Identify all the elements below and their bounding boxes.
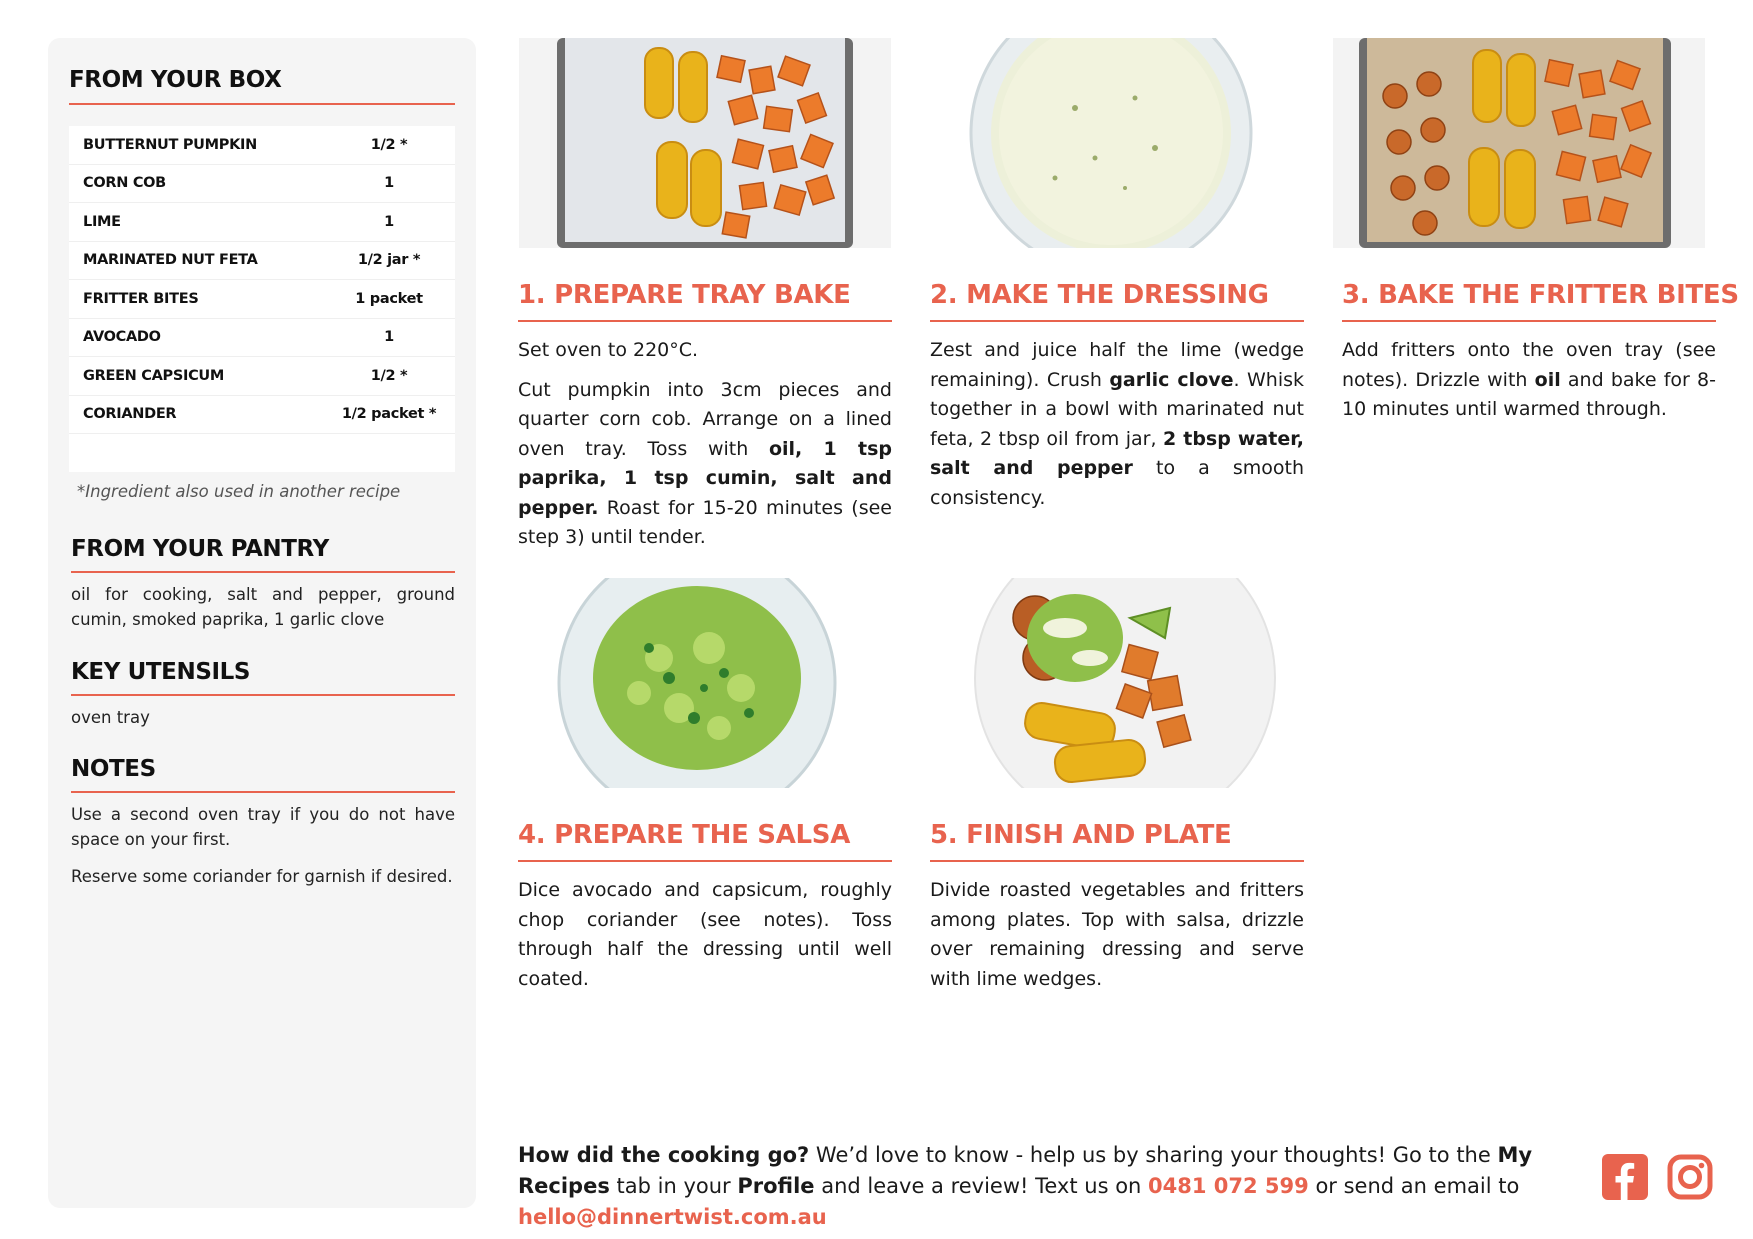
instruction-text: Zest and juice half the lime (wedge remaining). Crush xyxy=(930,339,1304,391)
phone-link[interactable]: 0481 072 599 xyxy=(1148,1174,1309,1198)
instagram-icon xyxy=(1667,1154,1713,1200)
ingredient-footnote: *Ingredient also used in another recipe xyxy=(77,482,401,501)
step-3-photo xyxy=(1333,38,1705,248)
instruction-text: . Whisk together in a bowl with marinated nut feta, 2 tbsp oil from jar, xyxy=(930,368,1305,450)
feedback-message xyxy=(518,1140,1578,1233)
step-5-title: 5. FINISH AND PLATE xyxy=(930,820,1232,850)
bold-ingredient-text: oil xyxy=(1534,368,1561,391)
ingredient-row xyxy=(69,242,455,281)
pantry-title: FROM YOUR PANTRY xyxy=(71,536,329,562)
ingredient-quantity: 1 xyxy=(384,213,394,230)
ingredient-quantity: 1 xyxy=(384,175,394,192)
note-1: Use a second oven tray if you do not have space on your first. xyxy=(71,805,455,849)
step-5-instructions xyxy=(930,876,1304,1004)
ingredient-name: CORIANDER xyxy=(83,406,177,423)
instagram-link[interactable] xyxy=(1667,1154,1713,1200)
ingredient-name: GREEN CAPSICUM xyxy=(83,367,225,384)
ingredient-name: CORN COB xyxy=(83,175,166,192)
footer-text: Profile xyxy=(737,1174,815,1198)
pantry-text: oil for cooking, salt and pepper, ground cumin, smoked paprika, 1 garlic clove xyxy=(71,585,455,629)
ingredient-row xyxy=(69,165,455,204)
instruction-text: and bake for 8-10 minutes until warmed through. xyxy=(1342,368,1716,420)
step-2-title: 2. MAKE THE DRESSING xyxy=(930,280,1269,310)
step-4-title: 4. PREPARE THE SALSA xyxy=(518,820,851,850)
step-divider xyxy=(518,860,892,862)
utensils-title: KEY UTENSILS xyxy=(71,659,251,685)
ingredient-row xyxy=(69,319,455,358)
step-divider xyxy=(930,320,1304,322)
ingredient-quantity: 1/2 jar * xyxy=(357,252,421,269)
instruction-paragraph xyxy=(518,376,892,553)
step-divider xyxy=(930,860,1304,862)
footer-text: We’d love to know - help us by sharing your thoughts! Go to the xyxy=(809,1143,1498,1167)
ingredient-row xyxy=(69,357,455,396)
bold-ingredient-text: oil, 1 tsp paprika, 1 tsp cumin, salt and pepper. xyxy=(518,437,892,519)
footer-text: How did the cooking go? xyxy=(518,1143,810,1167)
ingredient-name: LIME xyxy=(83,213,121,230)
step-3-title: 3. BAKE THE FRITTER BITES xyxy=(1342,280,1739,310)
ingredient-row xyxy=(69,203,455,242)
ingredient-quantity: 1/2 * xyxy=(370,367,408,384)
step-1-instructions xyxy=(518,336,892,563)
instruction-paragraph xyxy=(518,336,892,366)
ingredient-name: BUTTERNUT PUMPKIN xyxy=(83,136,257,153)
instruction-text: to a smooth consistency. xyxy=(930,457,1304,509)
ingredient-name: AVOCADO xyxy=(83,329,161,346)
instruction-paragraph xyxy=(518,876,892,994)
instruction-paragraph xyxy=(930,336,1304,513)
instruction-paragraph xyxy=(1342,336,1716,425)
ingredient-row xyxy=(69,280,455,319)
instruction-paragraph xyxy=(930,876,1304,994)
facebook-link[interactable] xyxy=(1602,1154,1648,1200)
note-2: Reserve some coriander for garnish if desired. xyxy=(71,867,453,886)
step-divider xyxy=(1342,320,1716,322)
step-5-photo xyxy=(925,578,1297,788)
bold-ingredient-text: garlic clove xyxy=(1109,368,1234,391)
footer-text: tab in your xyxy=(609,1174,738,1198)
section-divider xyxy=(71,571,455,573)
section-divider xyxy=(71,694,455,696)
footer-text: My Recipes xyxy=(518,1143,1533,1198)
section-divider xyxy=(69,103,455,105)
from-box-title: FROM YOUR BOX xyxy=(69,67,282,93)
ingredients-table xyxy=(69,126,455,472)
step-4-instructions xyxy=(518,876,892,1004)
instruction-text: Dice avocado and capsicum, roughly chop coriander (see notes). Toss through half the dressing until well coated. xyxy=(518,879,892,990)
step-1-photo xyxy=(519,38,891,248)
step-2-instructions xyxy=(930,336,1304,523)
ingredient-row xyxy=(69,126,455,165)
section-divider xyxy=(71,791,455,793)
step-3-instructions xyxy=(1342,336,1716,435)
sidebar-panel xyxy=(48,38,476,1208)
bold-ingredient-text: 2 tbsp water, salt and pepper xyxy=(930,427,1304,479)
ingredient-name: FRITTER BITES xyxy=(83,290,199,307)
ingredient-quantity: 1/2 packet * xyxy=(341,406,437,423)
footer-text: or send an email to xyxy=(1308,1174,1520,1198)
ingredient-quantity: 1 xyxy=(384,329,394,346)
ingredient-quantity: 1 packet xyxy=(355,290,423,307)
ingredient-name: MARINATED NUT FETA xyxy=(83,252,258,269)
email-link[interactable]: hello@dinnertwist.com.au xyxy=(518,1205,827,1229)
notes-title: NOTES xyxy=(71,756,156,782)
step-2-photo xyxy=(925,38,1297,248)
instruction-text: Set oven to 220°C. xyxy=(518,339,699,361)
instruction-text: Cut pumpkin into 3cm pieces and quarter corn cob. Arrange on a lined oven tray. Toss with xyxy=(518,378,892,460)
step-divider xyxy=(518,320,892,322)
step-1-title: 1. PREPARE TRAY BAKE xyxy=(518,280,851,310)
instruction-text: Add fritters onto the oven tray (see notes). Drizzle with xyxy=(1342,339,1716,391)
facebook-icon xyxy=(1602,1154,1648,1200)
ingredient-row xyxy=(69,396,455,435)
utensils-text: oven tray xyxy=(71,708,150,727)
instruction-text: Roast for 15-20 minutes (see step 3) until tender. xyxy=(518,496,892,548)
ingredient-quantity: 1/2 * xyxy=(370,136,408,153)
instruction-text: Divide roasted vegetables and fritters among plates. Top with salsa, drizzle over remaining dressing and serve with lime wedges. xyxy=(930,879,1304,990)
step-4-photo xyxy=(519,578,891,788)
footer-text: and leave a review! Text us on xyxy=(814,1174,1149,1198)
